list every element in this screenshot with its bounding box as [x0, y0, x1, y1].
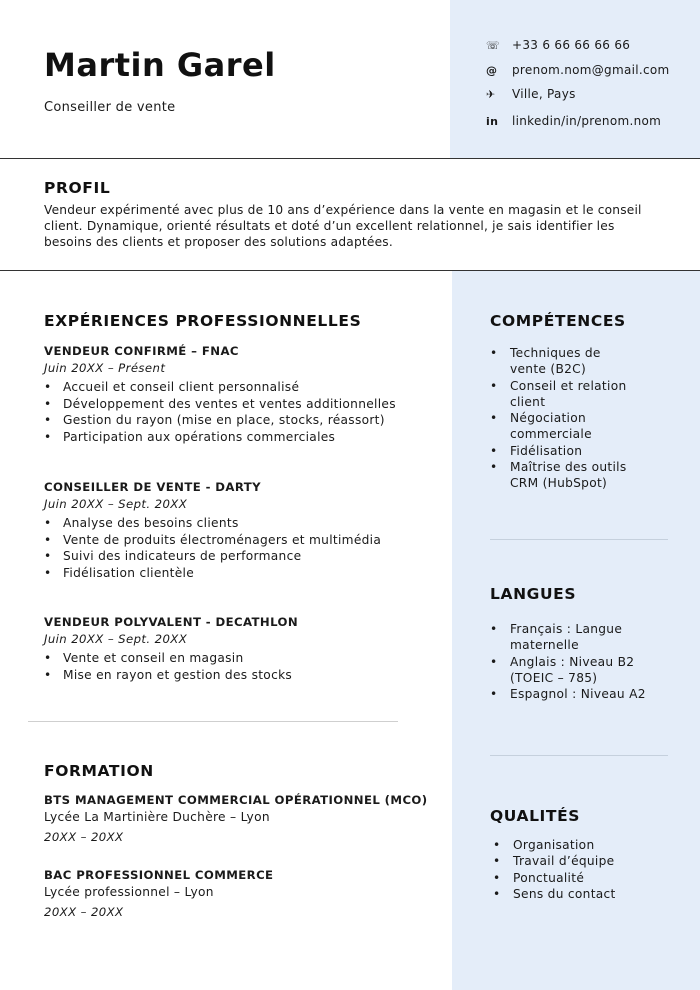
- contact-phone: [486, 36, 630, 54]
- profil-line: Vendeur expérimenté avec plus de 10 ans d’expérience dans la vente en magasin et le conseil: [44, 203, 642, 217]
- job-bullets: [44, 515, 444, 582]
- qualite-item: • Ponctualité: [493, 870, 693, 886]
- job-bullet: • Gestion du rayon (mise en place, stocks, réassort): [44, 412, 444, 429]
- formation-school: Lycée professionnel – Lyon: [44, 885, 214, 899]
- experiences-heading: EXPÉRIENCES PROFESSIONNELLES: [44, 312, 362, 330]
- profil-line: besoins des clients et proposer des solutions adaptées.: [44, 235, 393, 249]
- profil-bottom-rule: [0, 270, 700, 271]
- header-contact-background: [450, 0, 700, 158]
- profil-heading: PROFIL: [44, 179, 111, 197]
- location-text: Ville, Pays: [512, 87, 576, 101]
- competence-item: • Techniques de vente (B2C): [490, 345, 690, 378]
- competence-item: • Négociation commerciale: [490, 410, 690, 443]
- job-title: CONSEILLER DE VENTE - DARTY: [44, 480, 261, 494]
- job-bullet: • Vente de produits électroménagers et multimédia: [44, 532, 444, 549]
- qualites-list: [493, 837, 693, 902]
- langue-item: • Anglais : Niveau B2 (TOEIC – 785): [490, 654, 690, 687]
- job-bullet: • Fidélisation clientèle: [44, 565, 444, 582]
- job-bullet: • Vente et conseil en magasin: [44, 650, 444, 667]
- formation-item: [44, 868, 444, 919]
- langue-item: • Espagnol : Niveau A2: [490, 686, 690, 702]
- qualite-item: • Organisation: [493, 837, 693, 853]
- experience-item: [44, 344, 444, 446]
- job-title: VENDEUR CONFIRMÉ – FNAC: [44, 344, 239, 358]
- candidate-job-title: Conseiller de vente: [44, 100, 176, 115]
- job-title: VENDEUR POLYVALENT - DECATHLON: [44, 615, 299, 629]
- job-bullet: • Développement des ventes et ventes additionnelles: [44, 396, 444, 413]
- at-sign-icon: @: [486, 63, 498, 77]
- job-bullet: • Analyse des besoins clients: [44, 515, 444, 532]
- sidebar-separator: [490, 755, 668, 756]
- sidebar-separator: [490, 539, 668, 540]
- competence-item: • Fidélisation: [490, 443, 690, 459]
- formation-title: BAC PROFESSIONNEL COMMERCE: [44, 868, 274, 882]
- formation-date: 20XX – 20XX: [44, 905, 124, 919]
- formation-heading: FORMATION: [44, 762, 154, 780]
- job-bullet: • Participation aux opérations commerciales: [44, 429, 444, 446]
- experience-item: [44, 615, 444, 683]
- linkedin-text: linkedin/in/prenom.nom: [512, 114, 662, 128]
- langues-list: [490, 621, 690, 702]
- candidate-name: Martin Garel: [44, 46, 276, 84]
- job-bullets: [44, 379, 444, 446]
- contact-linkedin: [486, 112, 661, 130]
- formation-title: BTS MANAGEMENT COMMERCIAL OPÉRATIONNEL (MCO): [44, 793, 428, 807]
- qualites-heading: QUALITÉS: [490, 807, 581, 825]
- email-text: prenom.nom@gmail.com: [512, 63, 670, 77]
- job-bullet: • Suivi des indicateurs de performance: [44, 548, 444, 565]
- job-bullets: [44, 650, 444, 683]
- competence-item: • Conseil et relation client: [490, 378, 690, 411]
- job-date: Juin 20XX – Présent: [44, 361, 166, 375]
- competences-heading: COMPÉTENCES: [490, 312, 626, 330]
- langue-item: • Français : Langue maternelle: [490, 621, 690, 654]
- job-date: Juin 20XX – Sept. 20XX: [44, 632, 188, 646]
- job-bullet: • Accueil et conseil client personnalisé: [44, 379, 444, 396]
- qualite-item: • Sens du contact: [493, 886, 693, 902]
- competence-item: • Maîtrise des outils CRM (HubSpot): [490, 459, 690, 492]
- experience-item: [44, 480, 444, 582]
- phone-text: +33 6 66 66 66 66: [512, 38, 631, 52]
- formation-date: 20XX – 20XX: [44, 830, 124, 844]
- qualite-item: • Travail d’équipe: [493, 853, 693, 869]
- formation-item: [44, 793, 444, 844]
- profil-top-rule: [0, 158, 700, 159]
- langues-heading: LANGUES: [490, 585, 577, 603]
- phone-icon: ☏: [486, 38, 501, 52]
- competences-list: [490, 345, 690, 492]
- linkedin-icon: in: [486, 114, 499, 128]
- location-pin-icon: ✈: [486, 87, 496, 101]
- profil-text: [44, 202, 684, 250]
- contact-location: [486, 85, 576, 103]
- experiences-separator: [28, 721, 398, 722]
- profil-line: client. Dynamique, orienté résultats et doté d’un excellent relationnel, je sais identifier les: [44, 219, 615, 233]
- contact-email: [486, 61, 670, 79]
- job-bullet: • Mise en rayon et gestion des stocks: [44, 667, 444, 684]
- job-date: Juin 20XX – Sept. 20XX: [44, 497, 188, 511]
- formation-school: Lycée La Martinière Duchère – Lyon: [44, 810, 270, 824]
